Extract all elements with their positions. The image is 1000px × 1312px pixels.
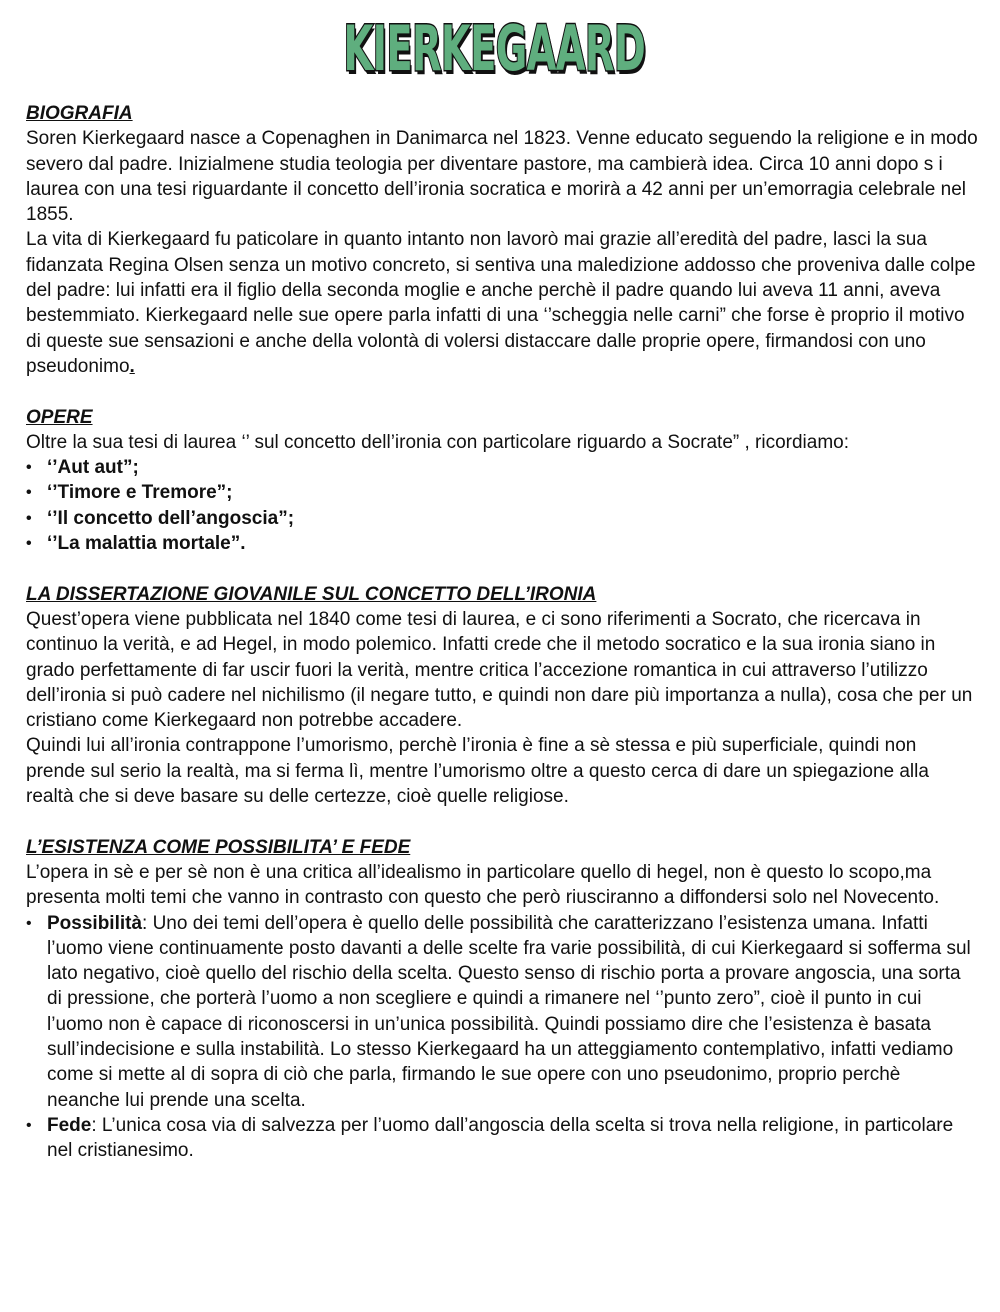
section-biografia	[26, 101, 978, 379]
esistenza-intro: L’opera in sè e per sè non è una critica all’idealismo in particolare quello di hegel, non è questo lo scopo,ma presenta molti temi che vanno in contrasto con questo che però riusciranno a diffondersi solo nel Novecento.	[26, 861, 940, 909]
term-possibilita-text: : Uno dei temi dell’opera è quello delle possibilità che caratterizzano l’esistenza umana. Infatti l’uomo viene continuamente posto davanti a delle scelte fra varie possibilità, di cui Kierkegaard si sofferma sul lato negativo, cioè quello del rischio della scelta. Questo senso di rischio porta a provare angoscia, una sorta di pressione, che porterà l’uomo a non scegliere e quindi a rimanere nel ‘’punto zero”, cioè il punto in cui l’uomo non è capace di riconoscersi in un’unica possibilità. Quindi possiamo dire che l’esistenza è basata sull’indecisione e sulla instabilità. Lo stesso Kierkegaard ha un atteggiamento contemplativo, infatti vediamo come si mette al di sopra di ciò che parla, firmando le sue opere con uno pseudonimo, proprio perchè neanche lui prende una scelta.	[47, 912, 971, 1111]
spacer	[26, 556, 978, 581]
esistenza-list	[26, 911, 978, 1164]
term-fede-text: : L’unica cosa via di salvezza per l’uomo dall’angoscia della scelta si trova nella religione, in particolare nel cristianesimo.	[47, 1114, 954, 1162]
section-esistenza	[26, 835, 978, 1164]
opere-intro: Oltre la sua tesi di laurea ‘’ sul concetto dell’ironia con particolare riguardo a Socrate” , ricordiamo:	[26, 431, 850, 453]
opere-list-item: • ‘’Timore e Tremore”;	[26, 480, 978, 505]
term-possibilita: Possibilità	[47, 912, 143, 934]
biografia-paragraph-1: Soren Kierkegaard nasce a Copenaghen in Danimarca nel 1823. Venne educato seguendo la religione e in modo severo dal padre. Inizialmene studia teologia per diventare pastore, ma cambierà idea. Circa 10 anni dopo s i laurea con una tesi riguardante il concetto dell’ironia socratica e morirà a 42 anni per un’emorragia celebrale nel 1855.	[26, 128, 978, 226]
document-body	[26, 101, 978, 1163]
opere-list-item: • ‘’Il concetto dell’angoscia”;	[26, 506, 978, 531]
spacer	[26, 809, 978, 834]
section-heading-dissertazione: LA DISSERTAZIONE GIOVANILE SUL CONCETTO DELL’IRONIA	[26, 583, 597, 605]
biografia-paragraph-2	[26, 227, 978, 379]
opere-list-item: • ‘’La malattia mortale”.	[26, 531, 978, 556]
esistenza-list-item-fede	[26, 1113, 978, 1164]
dissertazione-paragraph-2: Quindi lui all’ironia contrappone l’umorismo, perchè l’ironia è fine a sè stessa e più superficiale, quindi non prende sul serio la realtà, ma si ferma lì, mentre l’umorismo oltre a questo cerca di dare un spiegazione alla realtà che si deve basare su delle certezze, cioè quelle religiose.	[26, 735, 929, 808]
dissertazione-paragraph-1: Quest’opera viene pubblicata nel 1840 come tesi di laurea, e ci sono riferimenti a Socrato, che ricercava in continuo la verità, e ad Hegel, in modo polemico. Infatti crede che il metodo socratico e la sua ironia siano in grado perfettamente di far uscir fuori la verità, mentre critica l’accezione romantica in cui attraverso l’utilizzo dell’ironia si può cadere nel nichilismo (il negare tutto, e quindi non dare più importanza a nulla), cosa che per un cristiano come Kierkegaard non potrebbe accadere.	[26, 608, 973, 732]
section-dissertazione	[26, 582, 978, 810]
section-heading-biografia: BIOGRAFIA	[26, 103, 133, 124]
spacer	[26, 379, 978, 404]
opere-list	[26, 455, 978, 556]
section-heading-esistenza: L’ESISTENZA COME POSSIBILITA’ E FEDE	[26, 836, 411, 858]
biografia-paragraph-2-text: La vita di Kierkegaard fu paticolare in quanto intanto non lavorò mai grazie all’eredità del padre, lasci la sua fidanzata Regina Olsen senza un motivo concreto, si sentiva una maledizione addosso che proveniva dalle colpe del padre: lui infatti era il figlio della seconda moglie e anche perchè il padre quando lui aveva 11 anni, aveva bestemmiato. Kierkegaard nelle sue opere parla infatti di una ‘’scheggia nelle carni” che forse è proprio il motivo di queste sue sensazioni e anche della volontà di volersi distaccare dalle proprie opere, firmandosi con uno pseudonimo	[26, 229, 976, 377]
opere-list-item: • ‘’Aut aut”;	[26, 455, 978, 480]
term-fede: Fede	[47, 1114, 92, 1136]
section-heading-opere: OPERE	[26, 406, 93, 428]
esistenza-list-item-possibilita	[26, 911, 978, 1113]
title-banner	[26, 6, 978, 92]
section-opere	[26, 405, 978, 557]
biografia-paragraph-2-end: .	[129, 355, 135, 377]
page-title: KIERKEGAARD	[343, 12, 645, 85]
